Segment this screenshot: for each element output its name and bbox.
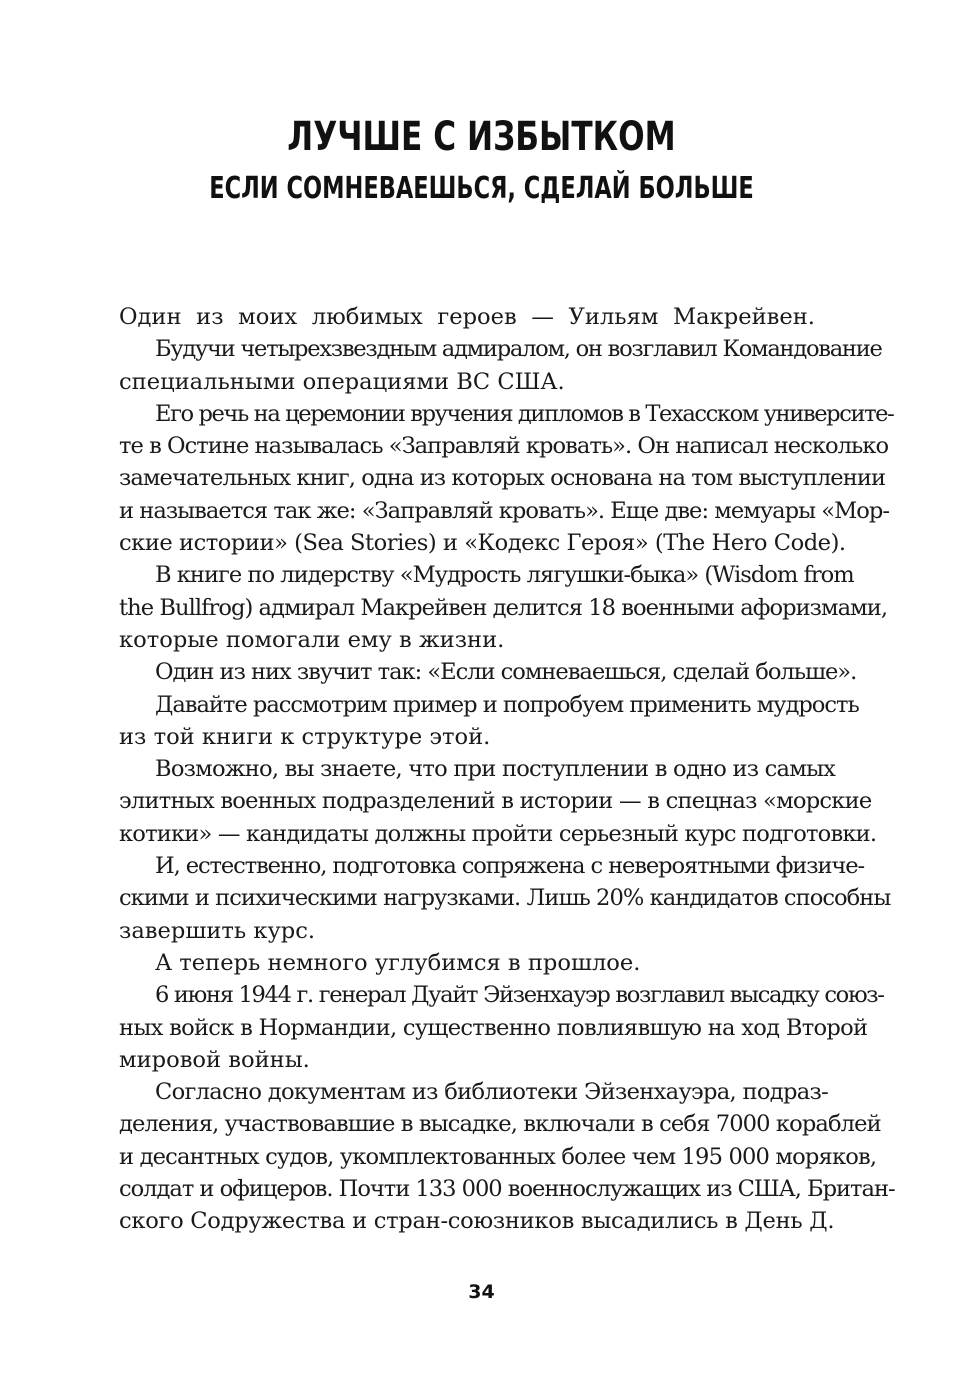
text-line: Один из них звучит так: «Если сомневаешься, сделай больше». [155, 659, 857, 686]
text-line: те в Остине называлась «Заправляй кровать». Он написал несколько [119, 433, 889, 460]
text-line: Давайте рассмотрим пример и попробуем применить мудрость [155, 691, 859, 718]
text-line: В книге по лидерству «Мудрость лягушки-быка» (Wisdom from [155, 562, 854, 589]
text-line: элитных военных подразделений в истории — в спецназ «морские [119, 788, 872, 815]
text-line: из той книги к структуре этой. [119, 723, 491, 750]
text-line: the Bullfrog) адмирал Макрейвен делится 18 военными афоризмами, [119, 594, 888, 621]
text-line: Один из моих любимых героев — Уильям Макрейвен. [119, 304, 815, 330]
text-line: которые помогали ему в жизни. [119, 626, 505, 653]
text-line: солдат и офицеров. Почти 133 000 военнослужащих из США, Британ- [119, 1176, 895, 1203]
text-line: Согласно документам из библиотеки Эйзенхауэра, подраз- [155, 1079, 829, 1106]
text-line: и называется так же: «Заправляй кровать». Еще две: мемуары «Мор- [119, 497, 890, 524]
text-line: Будучи четырехзвездным адмиралом, он возглавил Командование [155, 336, 882, 363]
text-line: Его речь на церемонии вручения дипломов в Техасском университе- [155, 400, 894, 427]
text-line: И, естественно, подготовка сопряжена с невероятными физиче- [155, 853, 864, 880]
chapter-title: ЛУЧШЕ С ИЗБЫТКОМ [287, 114, 676, 160]
body-text [119, 301, 895, 1238]
text-line: и десантных судов, укомплектованных более чем 195 000 моряков, [119, 1143, 877, 1170]
text-line: котики» — кандидаты должны пройти серьезный курс подготовки. [119, 820, 877, 847]
page-number: 34 [468, 1281, 495, 1303]
text-line: ных войск в Нормандии, существенно повлиявшую на ход Второй [119, 1014, 868, 1041]
text-line: ского Содружества и стран-союзников высадились в День Д. [119, 1208, 835, 1235]
text-line: завершить курс. [119, 917, 316, 944]
text-line: мировой войны. [119, 1046, 310, 1073]
text-line: ские истории» (Sea Stories) и «Кодекс Героя» (The Hero Code). [119, 530, 846, 557]
chapter-subtitle: ЕСЛИ СОМНЕВАЕШЬСЯ, СДЕЛАЙ БОЛЬШЕ [209, 171, 754, 206]
text-line: специальными операциями ВС США. [119, 368, 565, 395]
text-line: 6 июня 1944 г. генерал Дуайт Эйзенхауэр возглавил высадку союз- [155, 982, 884, 1009]
text-line: деления, участвовавшие в высадке, включали в себя 7000 кораблей [119, 1111, 881, 1138]
text-line: Возможно, вы знаете, что при поступлении в одно из самых [155, 756, 836, 783]
text-line: А теперь немного углубимся в прошлое. [155, 949, 641, 976]
text-line: скими и психическими нагрузками. Лишь 20% кандидатов способны [119, 885, 891, 912]
text-line: замечательных книг, одна из которых основана на том выступлении [119, 465, 886, 492]
